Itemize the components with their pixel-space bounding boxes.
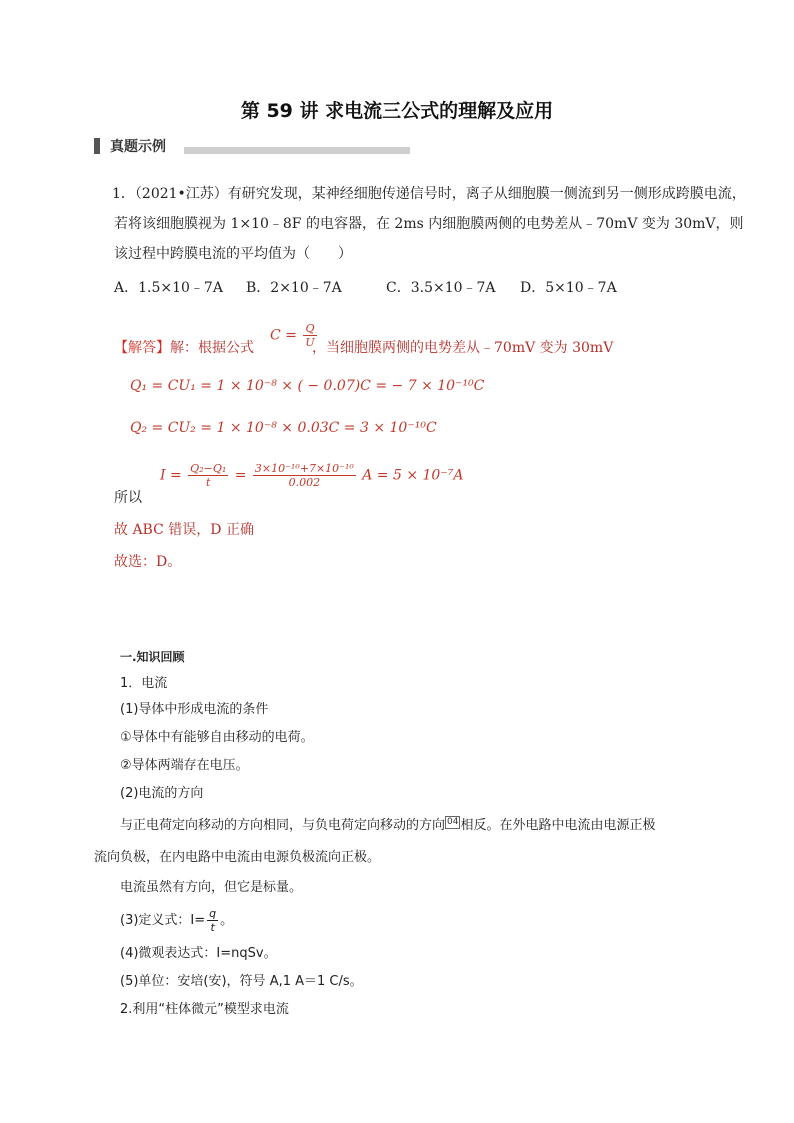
formula-i-tail: A = 5 × 10⁻⁷A: [362, 467, 464, 484]
option-b[interactable]: B．2×10﹣7A: [246, 280, 342, 296]
formula-i-lhs: I =: [160, 467, 182, 484]
question-line-3: 该过程中跨膜电流的平均值为（ ）: [114, 246, 352, 262]
review-micro: (4)微观表达式：I=nqSv。: [120, 946, 277, 961]
section-marker: [94, 138, 100, 154]
solution-intro: [114, 338, 254, 358]
formula-i-den2: 0.002: [288, 476, 321, 489]
page-title: 第 59 讲 求电流三公式的理解及应用: [240, 100, 554, 122]
formula-q2: Q₂ = CU₂ = 1 × 10⁻⁸ × 0.03C = 3 × 10⁻¹⁰C: [130, 420, 437, 436]
review-item-1: 1．电流: [120, 676, 168, 691]
definition-den: t: [210, 921, 215, 934]
solution-answer: 故选：D。: [114, 554, 182, 570]
review-item-2: 2.利用“柱体微元”模型求电流: [120, 1002, 289, 1017]
direction-text-b: 相反。在外电路中电流由电源正极: [460, 818, 656, 833]
solution-conclusion: 故 ABC 错误，D 正确: [114, 522, 254, 538]
formula-current: [160, 462, 463, 489]
question-line-2: 若将该细胞膜视为 1×10﹣8F 的电容器，在 2ms 内细胞膜两侧的电势差从﹣70mV 变为 30mV，则: [114, 216, 744, 232]
formula-c-num: Q: [303, 322, 316, 336]
footnote-marker: 04: [447, 817, 459, 827]
review-unit: (5)单位：安培(安)，符号 A,1 A＝1 C/s。: [120, 974, 363, 989]
question-number: 1．: [112, 186, 135, 202]
review-scalar: 电流虽然有方向，但它是标量。: [120, 880, 303, 895]
formula-c-den: U: [305, 336, 315, 349]
option-a[interactable]: A．1.5×10﹣7A: [114, 280, 223, 296]
solution-label: 【解答】: [114, 340, 170, 356]
definition-label: (3)定义式：I=: [120, 913, 206, 928]
review-cond-2: ②导体两端存在电压。: [120, 758, 249, 773]
review-definition: [120, 906, 233, 936]
review-direction-line-2: 流向负极，在内电路中电流由电源负极流向正极。: [94, 850, 381, 865]
definition-num: q: [209, 907, 217, 920]
review-sub-2: (2)电流的方向: [120, 786, 204, 801]
definition-fraction: [207, 907, 218, 934]
formula-i-num2: 3×10⁻¹⁰+7×10⁻¹⁰: [254, 462, 354, 475]
review-heading: 一.知识回顾: [120, 650, 185, 664]
option-d[interactable]: D．5×10﹣7A: [520, 280, 617, 296]
section-divider: [184, 147, 410, 154]
formula-i-fraction-1: [188, 462, 228, 489]
solution-so: 所以: [114, 490, 142, 506]
formula-i-den1: t: [206, 476, 211, 489]
question-line-1: [112, 184, 746, 204]
review-direction-line-1: [120, 816, 655, 836]
review-sub-1: (1)导体中形成电流的条件: [120, 702, 269, 717]
section-title: 真题示例: [110, 139, 166, 155]
direction-text-a: 与正电荷定向移动的方向相同，与负电荷定向移动的方向: [120, 818, 446, 833]
solution-intro-text: 解：根据公式: [170, 340, 254, 356]
review-cond-1: ①导体中有能够自由移动的电荷。: [120, 730, 314, 745]
definition-end: 。: [220, 913, 234, 928]
formula-i-eq: =: [234, 467, 247, 484]
formula-i-fraction-2: [253, 462, 356, 489]
question-text-1: （2021•江苏）有研究发现，某神经细胞传递信号时，离子从细胞膜一侧流到另一侧形成跨膜电流，: [134, 186, 746, 202]
formula-i-num1: Q₂−Q₁: [190, 462, 227, 475]
formula-q1: Q₁ = CU₁ = 1 × 10⁻⁸ × ( − 0.07)C = − 7 × 10⁻¹⁰C: [130, 378, 485, 394]
formula-c-lhs: C =: [270, 327, 297, 344]
option-c[interactable]: C．3.5×10﹣7A: [386, 280, 496, 296]
solution-intro-tail: ，当细胞膜两侧的电势差从﹣70mV 变为 30mV: [312, 340, 614, 356]
